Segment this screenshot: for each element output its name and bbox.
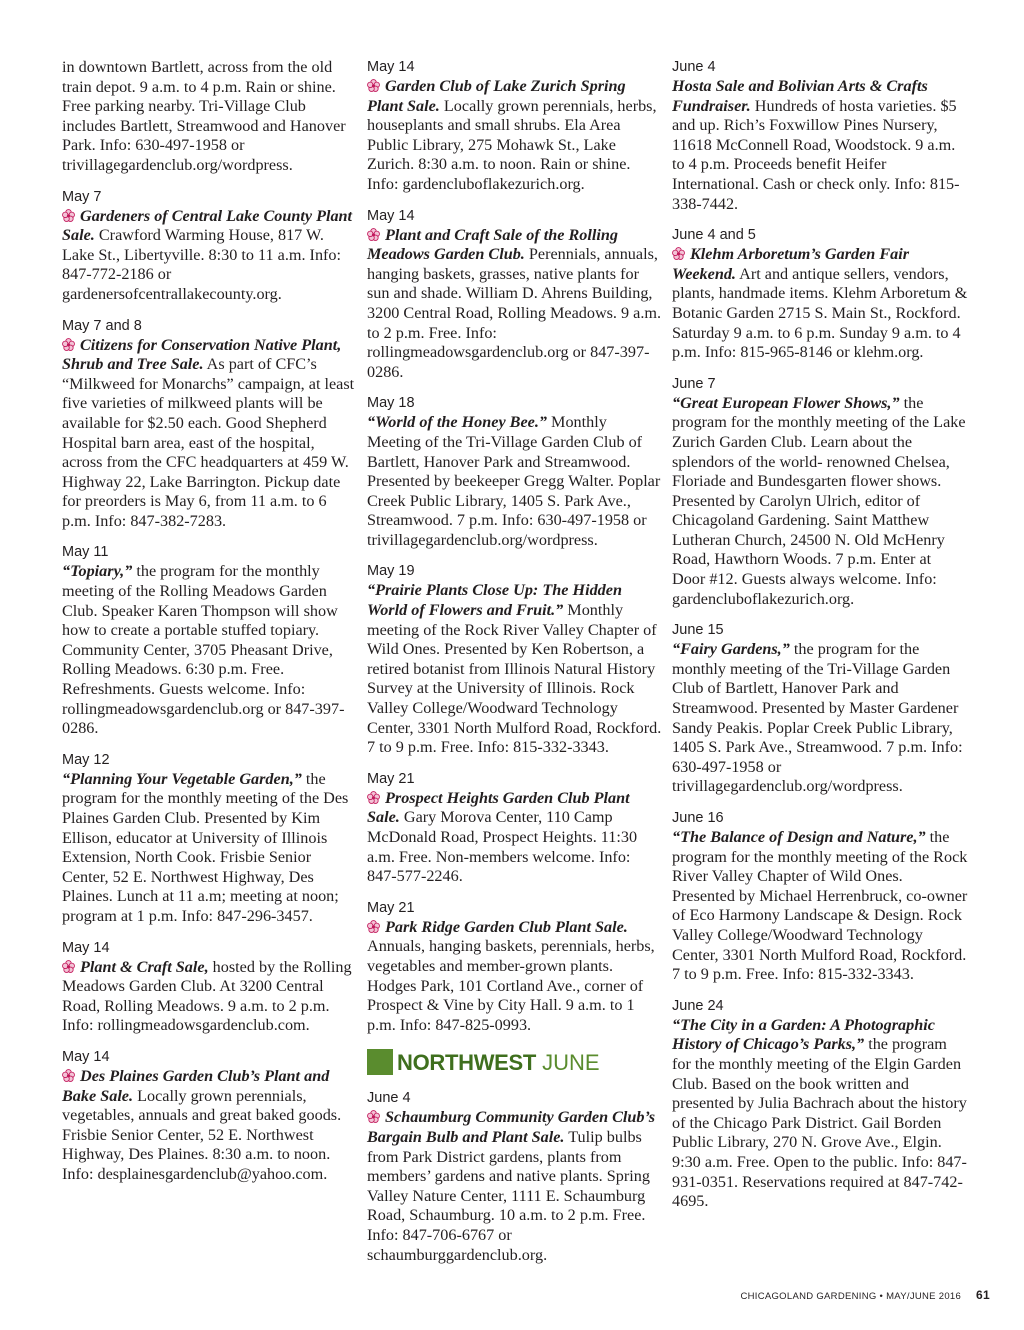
event-details: Monthly Meeting of the Tri-Village Garden Club of Bartlett, Hanover Park and Streamwood. Presented by beekeeper Gregg Walter. Poplar Creek Public Library, 1405 S. Park Ave., Streamwood. 7 p.m. Info: 630-497-1958 or trivillagegardenclub.org/wordpress. (367, 413, 661, 549)
event-title: “Planning Your Vegetable Garden,” (62, 769, 302, 788)
event-date: May 14 (62, 939, 110, 956)
footer-publication: CHICAGOLAND GARDENING • MAY/JUNE 2016 (740, 1291, 962, 1302)
event-date: May 19 (367, 563, 415, 580)
event-details: Locally grown perennials, vegetables, annuals and great baked goods. Frisbie Senior Center, 52 E. Northwest Highway, Des Plaines. 8:30 a.m. to noon. Info: desplainesgardenclub@yahoo.com. (62, 1086, 342, 1183)
event-listing (367, 1089, 663, 1265)
event-date: June 4 and 5 (672, 227, 756, 244)
event-date: June 7 (672, 375, 716, 392)
page-footer (740, 1288, 990, 1302)
event-description (672, 1016, 968, 1212)
event-details: the program for the monthly meeting of the Elgin Garden Club. Based on the book written and presented by Julia Bachrach about the history of the Chicago Park District. Gail Borden Public Library, 270 N. Grove Ave., Elgin. 9:30 a.m. Free. Open to the public. Info: 847-931-0351. Reservations required at 847-742-4695. (672, 1035, 967, 1211)
event-details: Monthly meeting of the Rock River Valley Chapter of Wild Ones. Presented by Ken Robertson, a retired botanist from Illinois Natural History Survey at the University of Illinois. Rock Valley College/Woodward Technology Center, 3301 North Mulford Road, Rockford. 7 to 9 p.m. Free. Info: 815-332-3343. (367, 601, 662, 757)
event-details: the program for the monthly meeting of the Rock River Valley Chapter of Wild Ones. Presented by Michael Herrenbruck, co-owner of Eco Harmony Landscape & Design. Rock Valley College/Woodward Technology Center, 3301 North Mulford Road, Rockford. 7 to 9 p.m. Free. Info: 815-332-3343. (672, 828, 968, 984)
event-description (62, 1067, 358, 1185)
event-listing (367, 562, 663, 757)
event-details: Crawford Warming House, 817 W. Lake St., Libertyville. 8:30 to 11 a.m. Info: 847-772-2186 or gardenersofcentrallakecounty.org. (62, 226, 342, 303)
flower-icon (367, 920, 380, 933)
event-title: “The Balance of Design and Nature,” (672, 828, 926, 846)
event-listing (367, 207, 663, 383)
event-description (672, 640, 968, 797)
event-description (367, 581, 663, 757)
column-1 (62, 58, 358, 1197)
event-title: Gardeners of Central Lake County Plant Sale. (62, 206, 353, 245)
event-description (672, 828, 968, 985)
event-title: “Fairy Gardens,” (672, 640, 790, 659)
event-title: “The City in a Garden: A Photographic History of Chicago’s Parks,” (672, 1015, 935, 1054)
event-description (62, 207, 358, 305)
event-listing (62, 188, 358, 305)
section-marker (367, 1049, 393, 1075)
event-listing (672, 809, 968, 985)
section-heading-month: JUNE (542, 1049, 600, 1075)
event-description (62, 58, 358, 176)
flower-icon (62, 1069, 75, 1082)
event-listing (367, 770, 663, 887)
event-description (367, 226, 663, 383)
event-listing (367, 58, 663, 195)
event-title: Hosta Sale and Bolivian Arts & Crafts Fundraiser. (672, 77, 928, 115)
event-listing (62, 317, 358, 532)
event-details: the program for the monthly meeting of the Lake Zurich Garden Club. Learn about the splendors of the world- renowned Chelsea, Floriade and Bundesgarten flower shows. Presented by Carolyn Ulrich, editor of Chicagoland Gardening. Saint Matthew Lutheran Church, 24500 N. Old McHenry Road, Hawthorn Woods. 7 p.m. Enter at Door #12. Guests always welcome. Info: gardencluboflakezurich.org. (672, 393, 966, 608)
event-listing (672, 997, 968, 1212)
section-heading-northwest-june (367, 1049, 663, 1075)
flower-icon (367, 791, 380, 804)
event-date: June 4 (672, 59, 716, 75)
event-date: June 4 (367, 1090, 411, 1107)
flower-icon (62, 960, 75, 973)
flower-icon (62, 209, 75, 222)
flower-icon (367, 1110, 380, 1123)
event-description (62, 958, 358, 1036)
event-details: Hundreds of hosta varieties. $5 and up. Rich’s Foxwillow Pines Nursery, 11618 McConnell Road, Woodstock. 9 a.m. to 4 p.m. Proceeds benefit Heifer International. Cash or check only. Info: 815-338-7442. (672, 96, 960, 213)
event-title: Plant & Craft Sale, (80, 957, 209, 976)
event-listing (672, 226, 968, 363)
column-2 (367, 58, 663, 1277)
event-details: Gary Morova Center, 110 Camp McDonald Road, Prospect Heights. 11:30 a.m. Free. Non-members welcome. Info: 847-577-2246. (367, 808, 638, 886)
event-title: “Great European Flower Shows,” (672, 393, 900, 412)
event-date: May 11 (62, 544, 109, 561)
event-listing (62, 1048, 358, 1185)
event-details: Locally grown perennials, herbs, houseplants and small shrubs. Ela Area Public Library, 275 Mohawk St., Lake Zurich. 8:30 a.m. to noon. Rain or shine. Info: gardencluboflakezurich.org. (367, 96, 657, 193)
event-listing (672, 58, 968, 214)
event-title: “Prairie Plants Close Up: The Hidden World of Flowers and Fruit.” (367, 581, 622, 620)
event-listing (62, 751, 358, 927)
event-date: June 24 (672, 997, 724, 1014)
event-date: May 7 (62, 188, 102, 205)
event-details: Annuals, hanging baskets, perennials, herbs, vegetables and member-grown plants. Hodges Park, 101 Cortland Ave., corner of Prospect & Vine by City Hall. 9 a.m. to 1 p.m. Info: 847-825-0993. (367, 937, 655, 1034)
event-details: As part of CFC’s “Milkweed for Monarchs” campaign, at least five varieties of milkweed plants will be available for $2.50 each. Good Shepherd Hospital barn area, east of the hospital, across from the CFC headquarters at 459 W. Highway 22, Lake Barrington. Pickup date for preorders is May 6, from 11 a.m. to 6 p.m. Info: 847-382-7283. (62, 355, 355, 530)
column-3 (672, 58, 968, 1224)
event-listing (62, 543, 358, 738)
event-description (672, 245, 968, 363)
event-date: May 12 (62, 751, 110, 768)
event-description (672, 394, 968, 610)
event-title: “World of the Honey Bee.” (367, 413, 547, 432)
event-date: May 21 (367, 899, 415, 916)
event-details: the program for the monthly meeting of the Rolling Meadows Garden Club. Speaker Karen Thompson will show how to create a portable stuffed topiary. Community Center, 3705 Pheasant Drive, Rolling Meadows. 6:30 p.m. Free. Refreshments. Guests welcome. Info: rollingmeadowsgardenclub.org or 847-397-0286. (62, 562, 345, 738)
section-heading-region: NORTHWEST (397, 1049, 537, 1075)
event-title: Prospect Heights Garden Club Plant Sale. (367, 788, 630, 827)
event-description (62, 770, 358, 927)
event-details: Perennials, annuals, hanging baskets, grasses, native plants for sun and shade. William D. Ahrens Building, 3200 Central Road, Rolling Meadows. 9 a.m. to 2 p.m. Free. Info: rollingmeadowsgardenclub.org or 847-397-0286. (367, 245, 662, 381)
event-listing (672, 621, 968, 797)
event-description (62, 336, 358, 532)
event-details: hosted by the Rolling Meadows Garden Club. At 3200 Central Road, Rolling Meadows. 9 a.m. to 2 p.m. Info: rollingmeadowsgardenclub.com. (62, 957, 352, 1035)
event-listing (672, 375, 968, 610)
event-date: May 21 (367, 770, 415, 787)
event-listing (367, 899, 663, 1036)
event-title: “Topiary,” (62, 562, 133, 581)
event-date: June 15 (672, 622, 724, 639)
flower-icon (62, 338, 75, 351)
event-title: Des Plaines Garden Club’s Plant and Bake Sale. (62, 1066, 330, 1105)
event-details: in downtown Bartlett, across from the old train depot. 9 a.m. to 4 p.m. Rain or shine. Free parking nearby. Tri-Village Club includes Bartlett, Streamwood and Hanover Park. Info: 630-497-1958 or trivillagegardenclub.org/wordpress. (62, 58, 346, 174)
event-description (367, 918, 663, 1036)
event-date: May 14 (367, 59, 415, 75)
event-description (367, 1108, 663, 1265)
event-details: the program for the monthly meeting of the Des Plaines Garden Club. Presented by Kim Ellison, educator at University of Illinois Extension, North Cook. Frisbie Senior Center, 52 E. Northwest Highway, Des Plaines. Lunch at 11 a.m; meeting at noon; program at 1 p.m. Info: 847-296-3457. (62, 769, 349, 925)
event-title: Garden Club of Lake Zurich Spring Plant Sale. (367, 77, 626, 115)
flower-icon (367, 79, 380, 92)
event-details: the program for the monthly meeting of the Tri-Village Garden Club of Bartlett, Hanover Park and Streamwood. Presented by Master Gardener Sandy Peakis. Poplar Creek Public Library, 1405 S. Park Ave., Streamwood. 7 p.m. Info: 630-497-1958 or trivillagegardenclub.org/wordpress. (672, 640, 963, 796)
event-description (367, 789, 663, 887)
event-description (62, 562, 358, 738)
event-description (367, 77, 663, 195)
event-details: Art and antique sellers, vendors, plants, handmade items. Klehm Arboretum & Botanic Garden 2715 S. Main St., Rockford. Saturday 9 a.m. to 6 p.m. Sunday 9 a.m. to 4 p.m. Info: 815-965-8146 or klehm.org. (672, 264, 968, 362)
event-title: Park Ridge Garden Club Plant Sale. (385, 917, 628, 936)
flower-icon (367, 228, 380, 241)
event-description (672, 77, 968, 214)
flower-icon (672, 247, 685, 260)
event-listing (367, 394, 663, 550)
event-title: Citizens for Conservation Native Plant, Shrub and Tree Sale. (62, 335, 342, 374)
event-title: Klehm Arboretum’s Garden Fair Weekend. (672, 245, 910, 283)
event-date: May 14 (367, 207, 415, 224)
event-details: Tulip bulbs from Park District gardens, plants from members’ gardens and native plants. Spring Valley Nature Center, 1111 E. Schaumburg Road, Schaumburg. 10 a.m. to 2 p.m. Free. Info: 847-706-6767 or schaumburggardenclub.org. (367, 1127, 650, 1264)
event-title: Schaumburg Community Garden Club’s Bargain Bulb and Plant Sale. (367, 1108, 656, 1146)
event-description (367, 413, 663, 550)
event-date: May 7 and 8 (62, 317, 142, 334)
event-date: May 14 (62, 1048, 110, 1065)
page-number: 61 (976, 1288, 990, 1302)
event-title: Plant and Craft Sale of the Rolling Meadows Garden Club. (367, 225, 618, 264)
event-listing (62, 939, 358, 1036)
event-date: May 18 (367, 395, 415, 412)
event-listing (62, 58, 358, 176)
event-date: June 16 (672, 810, 724, 826)
